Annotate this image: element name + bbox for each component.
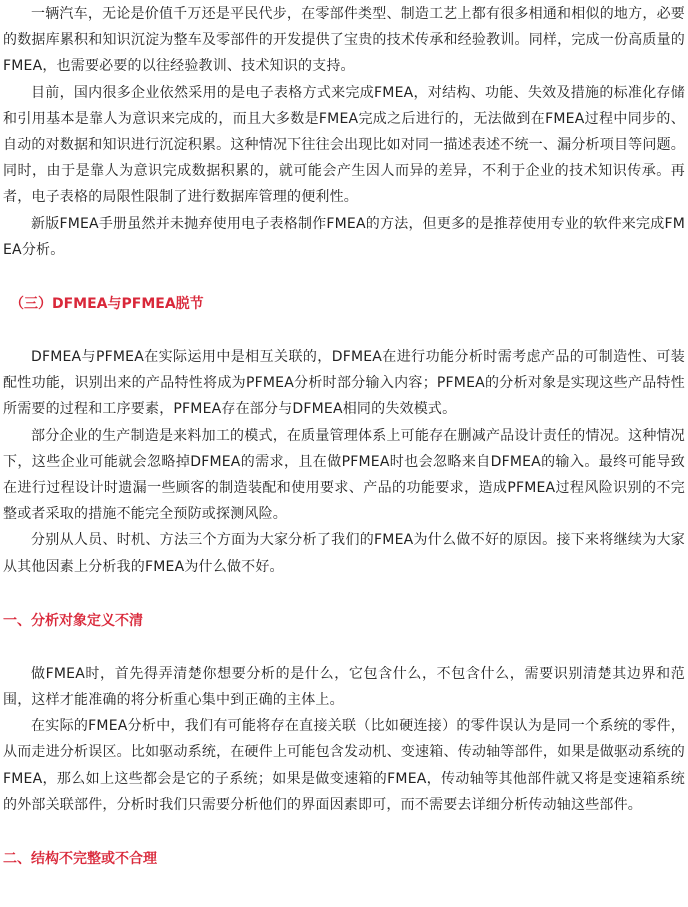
section-heading-1: 一、分析对象定义不清 bbox=[3, 612, 143, 629]
paragraph: 一辆汽车，无论是价值千万还是平民代步，在零部件类型、制造工艺上都有很多相通和相似的地方，必要的数据库累积和知识沉淀为整车及零部件的开发提供了宝贵的技术传承和经验教训。同样，完成一份高质量的FMEA，也需要必要的以往经验教训、技术知识的支持。 bbox=[3, 6, 685, 75]
paragraph: 在实际的FMEA分析中，我们有可能将存在直接关联（比如硬连接）的零件误认为是同一个系统的零件，从而走进分析误区。比如驱动系统，在硬件上可能包含发动机、变速箱、传动轴等部件，如果是做驱动系统的FMEA，那么如上这些都会是它的子系统；如果是做变速箱的FMEA，传动轴等其他部件就又将是变速箱系统的外部关联部件，分析时我们只需要分析他们的界面因素即可，而不需要去详细分析传动轴这些部件。 bbox=[3, 718, 685, 813]
article-body bbox=[3, 0, 685, 872]
paragraph: 新版FMEA手册虽然并未抛弃使用电子表格制作FMEA的方法，但更多的是推荐使用专业的软件来完成FMEA分析。 bbox=[3, 215, 685, 258]
paragraph: DFMEA与PFMEA在实际运用中是相互关联的，DFMEA在进行功能分析时需考虑产品的可制造性、可装配性功能，识别出来的产品特性将成为PFMEA分析时部分输入内容；PFMEA的分析对象是实现这些产品特性所需要的过程和工序要素，PFMEA存在部分与DFMEA相同的失效模式。 bbox=[3, 349, 685, 418]
section-heading-3: （三）DFMEA与PFMEA脱节 bbox=[10, 296, 204, 313]
paragraph: 做FMEA时，首先得弄清楚你想要分析的是什么，它包含什么，不包含什么，需要识别清楚其边界和范围，这样才能准确的将分析重心集中到正确的主体上。 bbox=[3, 665, 685, 709]
paragraph: 分别从人员、时机、方法三个方面为大家分析了我们的FMEA为什么做不好的原因。接下来将继续为大家从其他因素上分析我的FMEA为什么做不好。 bbox=[3, 532, 685, 575]
paragraph: 目前，国内很多企业依然采用的是电子表格方式来完成FMEA，对结构、功能、失效及措施的标准化存储和引用基本是靠人为意识来完成的，而且大多数是FMEA完成之后进行的，无法做到在FMEA过程中同步的、自动的对数据和知识进行沉淀积累。这种情况下往往会出现比如对同一描述表述不统一、漏分析项目等问题。同时，由于是靠人为意识完成数据积累的，就可能会产生因人而异的差异，不利于企业的技术知识传承。再者，电子表格的局限性限制了进行数据库管理的便利性。 bbox=[3, 84, 685, 206]
section-heading-2: 二、结构不完整或不合理 bbox=[3, 851, 157, 868]
paragraph: 部分企业的生产制造是来料加工的模式，在质量管理体系上可能存在删减产品设计责任的情况。这种情况下，这些企业可能就会忽略掉DFMEA的需求，且在做PFMEA时也会忽略来自DFMEA的输入。最终可能导致在进行过程设计时遗漏一些顾客的制造装配和使用要求、产品的功能要求，造成PFMEA过程风险识别的不完整或者采取的措施不能完全预防或探测风险。 bbox=[3, 427, 685, 523]
